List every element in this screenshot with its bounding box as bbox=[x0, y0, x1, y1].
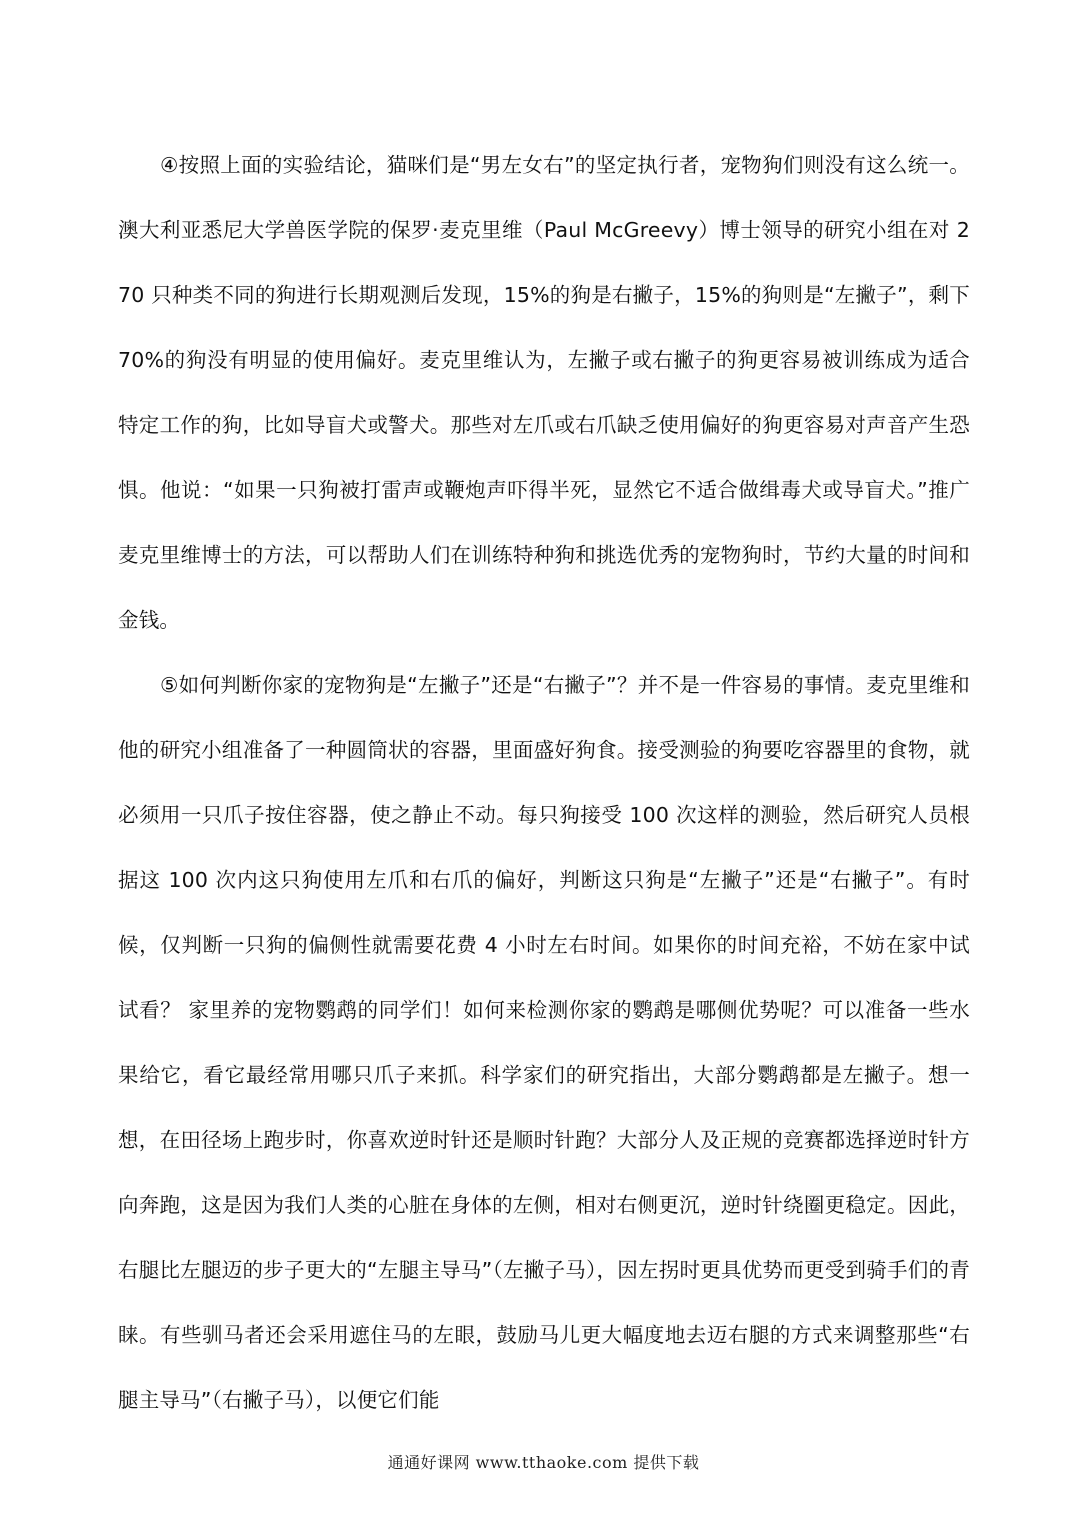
page-footer: 通通好课网 www.tthaoke.com 提供下载 bbox=[387, 1453, 700, 1472]
article-body bbox=[118, 133, 970, 1433]
paragraph-5: ⑤如何判断你家的宠物狗是“左撇子”还是“右撇子”？并不是一件容易的事情。麦克里维和他的研究小组准备了一种圆筒状的容器，里面盛好狗食。接受测验的狗要吃容器里的食物，就必须用一只爪子按住容器，使之静止不动。每只狗接受 100 次这样的测验，然后研究人员根据这 100 次内这只狗使用左爪和右爪的偏好，判断这只狗是“左撇子”还是“右撇子”。有时候，仅判断一只狗的偏侧性就需要花费 4 小时左右时间。如果你的时间充裕，不妨在家中试试看？ 家里养的宠物鹦鹉的同学们！如何来检测你家的鹦鹉是哪侧优势呢？可以准备一些水果给它，看它最经常用哪只爪子来抓。科学家们的研究指出，大部分鹦鹉都是左撇子。想一想，在田径场上跑步时，你喜欢逆时针还是顺时针跑？大部分人及正规的竞赛都选择逆时针方向奔跑，这是因为我们人类的心脏在身体的左侧，相对右侧更沉，逆时针绕圈更稳定。因此，右腿比左腿迈的步子更大的“左腿主导马”（左撇子马），因左拐时更具优势而更受到骑手们的青睐。有些驯马者还会采用遮住马的左眼，鼓励马儿更大幅度地去迈右腿的方式来调整那些“右腿主导马”（右撇子马），以便它们能 bbox=[118, 673, 970, 1412]
paragraph-4: ④按照上面的实验结论，猫咪们是“男左女右”的坚定执行者，宠物狗们则没有这么统一。澳大利亚悉尼大学兽医学院的保罗·麦克里维（Paul McGreevy）博士领导的研究小组在对 270 只种类不同的狗进行长期观测后发现，15%的狗是右撇子，15%的狗则是“左撇子”，剩下 70%的狗没有明显的使用偏好。麦克里维认为，左撇子或右撇子的狗更容易被训练成为适合特定工作的狗，比如导盲犬或警犬。那些对左爪或右爪缺乏使用偏好的狗更容易对声音产生恐惧。他说：“如果一只狗被打雷声或鞭炮声吓得半死，显然它不适合做缉毒犬或导盲犬。”推广麦克里维博士的方法，可以帮助人们在训练特种狗和挑选优秀的宠物狗时，节约大量的时间和金钱。 bbox=[118, 153, 970, 632]
